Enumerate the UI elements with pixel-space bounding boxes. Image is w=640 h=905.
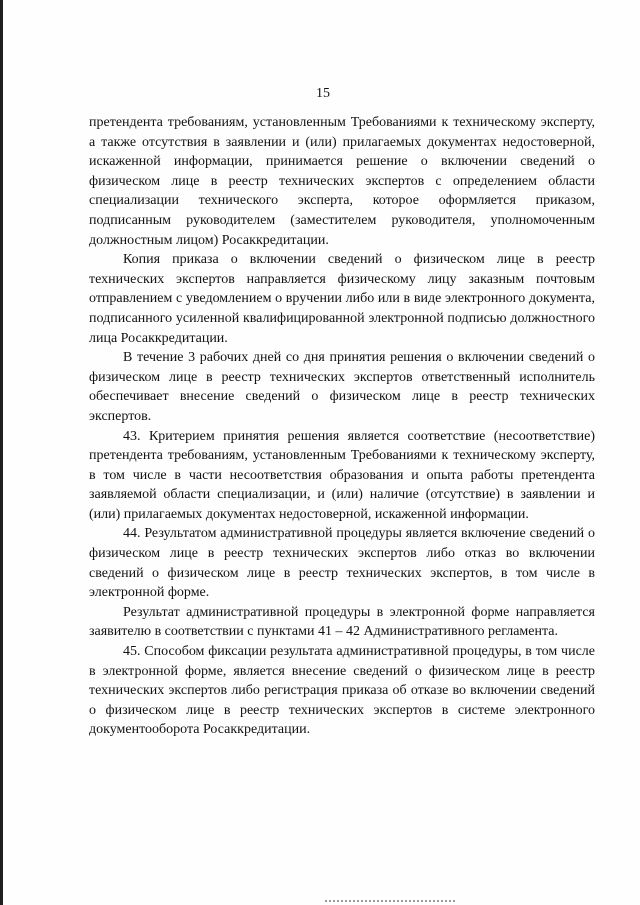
paragraph-electronic-result: Результат административной процедуры в электронной форме направляется заявителю в соответствии с пунктами 41 – 42 Административного регламента. — [89, 604, 595, 640]
paragraph-43-criterion: 43. Критерием принятия решения является соответствие (несоответствие) претендента требованиям, установленным Требованиями к техническому эксперту, в том числе в части несоответствия образования и опыта работы претендента заявляемой области специализации, и (или) наличие (отсутствие) в заявлении и (или) прилагаемых документах недостоверной, искаженной информации. — [89, 428, 595, 522]
scan-artifact-line — [325, 898, 455, 902]
document-body — [89, 113, 595, 740]
paragraph-three-days: В течение 3 рабочих дней со дня принятия решения о включении сведений о физическом лице в реестр технических экспертов ответственный исполнитель обеспечивает внесение сведений о физическом лице в реестр технических экспертов. — [89, 350, 595, 424]
paragraph-44-result: 44. Результатом административной процедуры является включение сведений о физическом лице в реестр технических экспертов либо отказ во включении сведений о физическом лице в реестр технических экспертов, в том числе в электронной форме. — [89, 526, 595, 601]
paragraph-order-copy: Копия приказа о включении сведений о физическом лице в реестр технических экспертов направляется физическому лицу заказным почтовым отправлением с уведомлением о вручении либо или в виде электронного документа, подписанного усиленной квалифицированной электронной подписью должностного лица Росаккредитации. — [89, 252, 595, 346]
page-number: 15 — [316, 86, 330, 101]
paragraph-continuation: претендента требованиям, установленным Требованиями к техническому эксперту, а также отсутствия в заявлении и (или) прилагаемых документах недостоверной, искаженной информации, принимается решение о включении сведений о физическом лице в реестр технических экспертов с определением области специализации технического эксперта, которое оформляется приказом, подписанным руководителем (заместителем руководителя, уполномоченным должностным лицом) Росаккредитации. — [89, 115, 595, 248]
paragraph-45-fixation: 45. Способом фиксации результата административной процедуры, в том числе в электронной форме, является внесение сведений о физическом лице в реестр технических экспертов либо регистрация приказа об отказе во включении сведений о физическом лице в реестр технических экспертов в системе электронного документооборота Росаккредитации. — [89, 644, 595, 738]
